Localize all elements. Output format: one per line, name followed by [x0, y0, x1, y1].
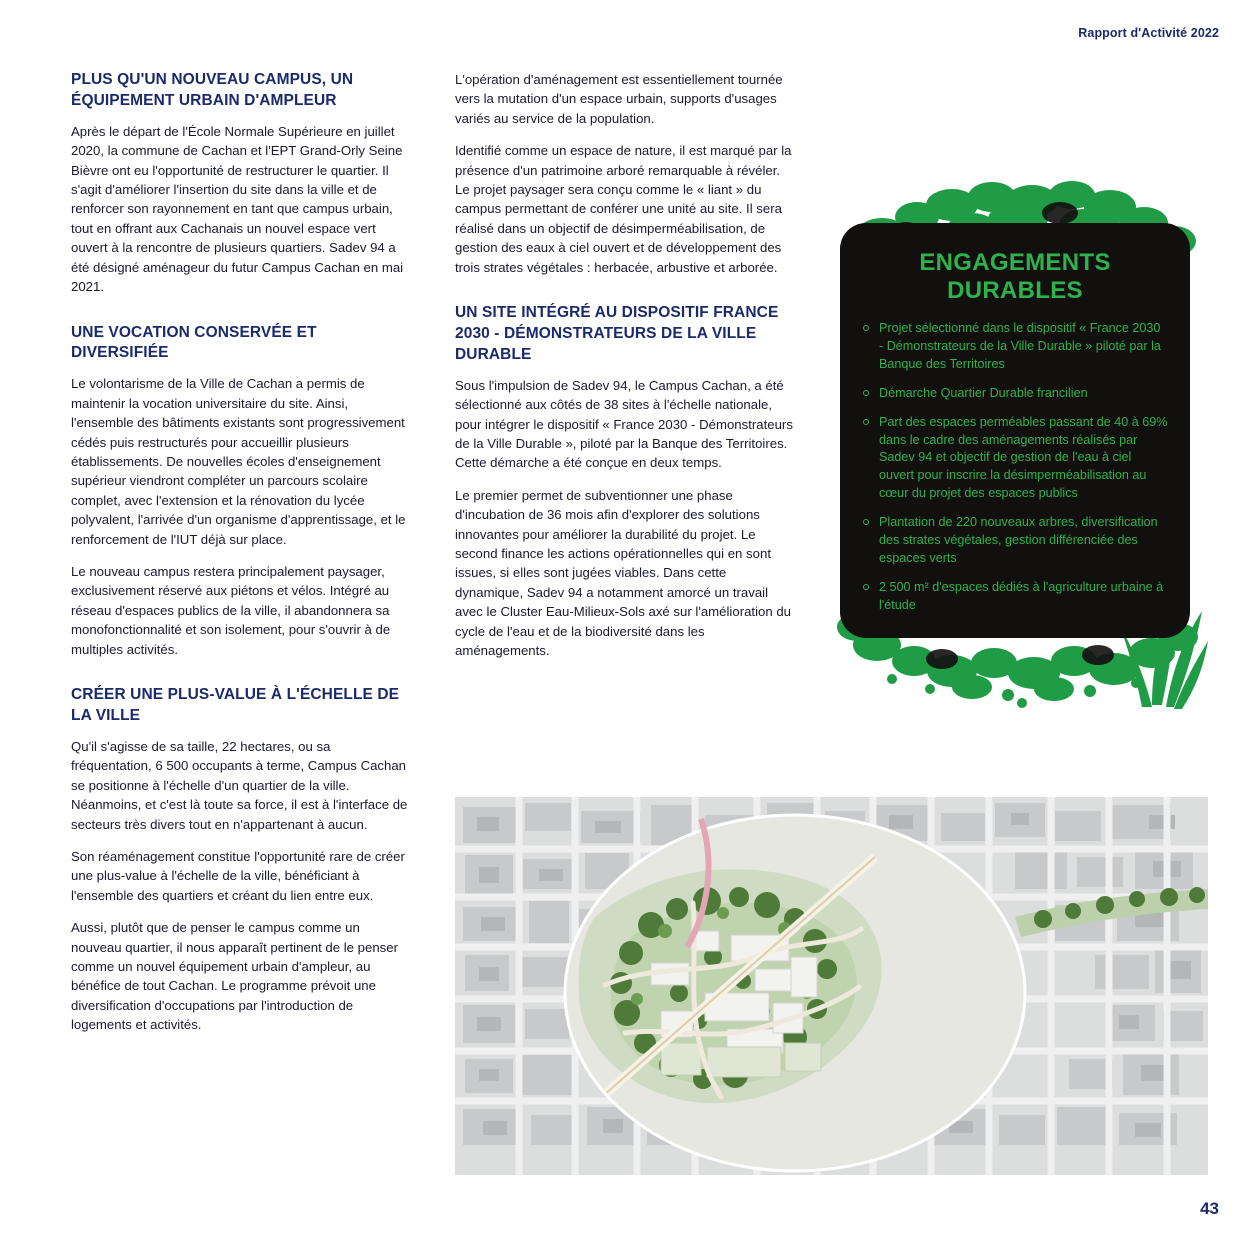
paragraph: Qu'il s'agisse de sa taille, 22 hectares, ou sa fréquentation, 6 500 occupants à terme, Campus Cachan se positionne à l'échelle d'un quartier de la ville. Néanmoins, et c'est là toute sa force, il est à l'interface de secteurs très divers tout en n'appartenant à aucun. [71, 738, 408, 832]
aerial-masterplan-image [455, 797, 1208, 1175]
paragraph: Aussi, plutôt que de penser le campus comme un nouveau quartier, il nous apparaît pertinent de le penser comme un nouvel équipement urbain d'ampleur, au bénéfice de tout Cachan. Le programme prévoit une diversification d'occupations par l'introduction de logements et activités. [71, 920, 398, 1033]
heading-campus-equipement: PLUS QU'UN NOUVEAU CAMPUS, UN ÉQUIPEMENT URBAIN D'AMPLEUR [71, 71, 354, 109]
engagements-title: ENGAGEMENTS DURABLES [919, 249, 1111, 304]
list-item: 2 500 m² d'espaces dédiés à l'agriculture urbaine à l'étude [862, 579, 1168, 615]
engagements-list [862, 320, 1168, 614]
list-item: Projet sélectionné dans le dispositif « France 2030 - Démonstrateurs de la Ville Durable » piloté par la Banque des Territoires [862, 320, 1168, 374]
paragraph: Après le départ de l'École Normale Supérieure en juillet 2020, la commune de Cachan et l'EPT Grand-Orly Seine Bièvre ont eu l'opportunité de restructurer le quartier. Il s'agit d'améliorer l'insertion du site dans la ville et de renforcer son rayonnement en tant que campus urbain, tout en offrant aux Cachanais un nouvel espace vert ouvert à la rencontre de plusieurs quartiers. Sadev 94 a été désigné aménageur du futur Campus Cachan en mai 2021. [71, 123, 404, 295]
engagements-durables-panel [822, 175, 1208, 720]
paragraph: Le nouveau campus restera principalement paysager, exclusivement réservé aux piétons et vélos. Intégré au réseau d'espaces publics de la ville, il abandonnera sa monofonctionnalité et son isolement, pour s'ouvrir à de multiples activités. [71, 564, 391, 657]
heading-creer-plus-value: CRÉER UNE PLUS-VALUE À L'ÉCHELLE DE LA VILLE [71, 686, 400, 724]
engagements-card [840, 223, 1190, 638]
left-column [71, 70, 409, 1035]
middle-column [455, 70, 793, 661]
heading-vocation-conservee: UNE VOCATION CONSERVÉE ET DIVERSIFIÉE [71, 323, 317, 362]
running-header: Rapport d'Activité 2022 [1078, 26, 1219, 40]
list-item: Part des espaces perméables passant de 40 à 69% dans le cadre des aménagements réalisés par Sadev 94 et objectif de gestion de l'eau à ciel ouvert pour inscrire la désimperméabilisation au cœur du projet des espaces publics [862, 414, 1168, 503]
paragraph: Identifié comme un espace de nature, il est marqué par la présence d'un patrimoine arboré remarquable à révéler. Le projet paysager sera conçu comme le « liant » du campus permettant de conférer une unité au site. Il sera réalisé dans un objectif de désimperméabilisation, de gestion des eaux à ciel ouvert et de développement des trois strates végétales : herbacée, arbustive et arborée. [455, 143, 792, 275]
paragraph: L'opération d'aménagement est essentiellement tournée vers la mutation d'un espace urbain, supports d'usages variés au service de la population. [455, 72, 783, 126]
list-item: Démarche Quartier Durable francilien [862, 385, 1168, 403]
paragraph: Sous l'impulsion de Sadev 94, le Campus Cachan, a été sélectionné aux côtés de 38 sites à l'échelle nationale, pour intégrer le dispositif « France 2030 - Démonstrateurs de la Ville Durable », piloté par la Banque des Territoires. Cette démarche a été conçue en deux temps. [455, 377, 793, 471]
heading-site-france-2030: UN SITE INTÉGRÉ AU DISPOSITIF FRANCE 2030 - DÉMONSTRATEURS DE LA VILLE DURABLE [455, 304, 779, 363]
list-item: Plantation de 220 nouveaux arbres, diversification des strates végétales, gestion différenciée des espaces verts [862, 514, 1168, 568]
paragraph: Le premier permet de subventionner une phase d'incubation de 36 mois afin d'explorer des solutions innovantes pour améliorer la durabilité du projet. Le second finance les actions opérationnelles qui en sont issues, si elles sont jugées viables. Dans cette dynamique, Sadev 94 a notamment amorcé un travail avec le Cluster Eau-Milieux-Sols axé sur l'amélioration du cycle de l'eau et de la biodiversité dans les aménagements. [455, 487, 792, 659]
paragraph: Son réaménagement constitue l'opportunité rare de créer une plus-value à l'échelle de la ville, bénéficiant à l'ensemble des quartiers et créant du lien entre eux. [71, 848, 405, 903]
page-number: 43 [1200, 1199, 1219, 1218]
paragraph: Le volontarisme de la Ville de Cachan a permis de maintenir la vocation universitaire du site. Ainsi, l'ensemble des bâtiments existants sont progressivement cédés puis restructurés pour accueillir plusieurs établissements. De nouvelles écoles d'enseignement supérieur viendront compléter un parcours scolaire complet, avec l'extension et la rénovation du lycée polyvalent, l'arrivée d'un organisme d'apprentissage, et le renforcement de l'IUT déjà sur place. [71, 376, 406, 547]
